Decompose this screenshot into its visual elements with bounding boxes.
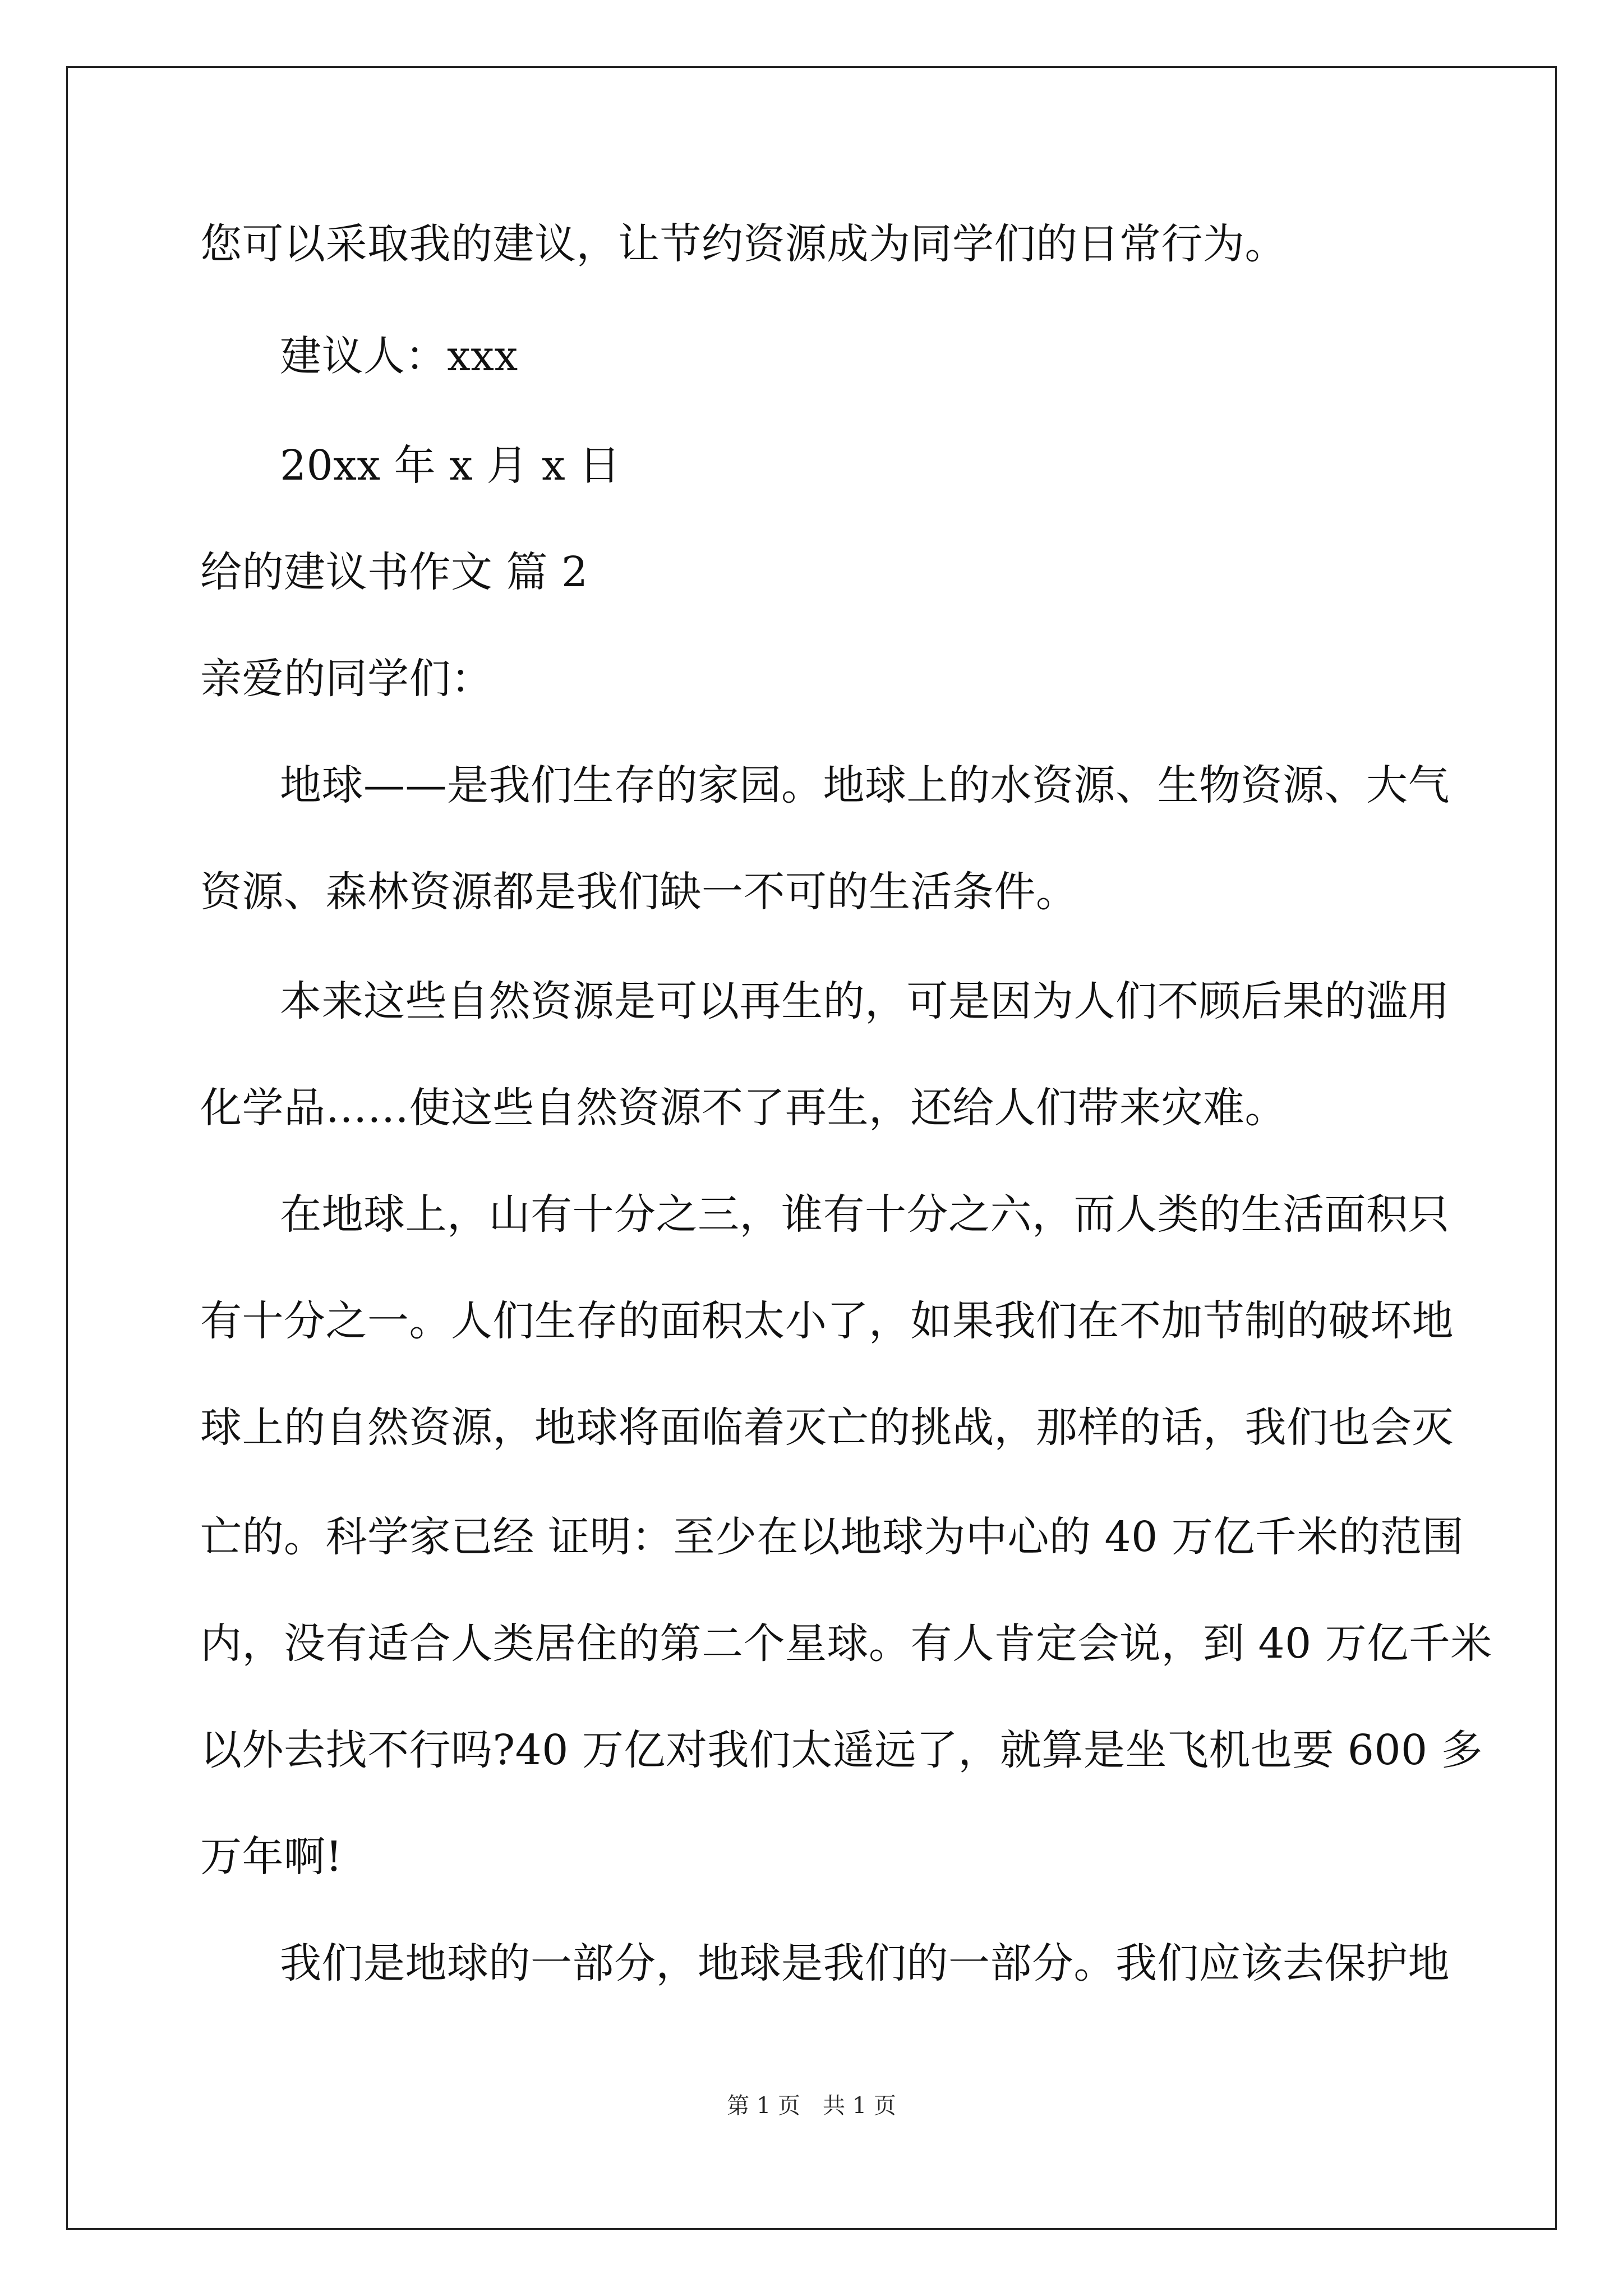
page-number: 第 1 页 [727, 2093, 800, 2119]
salutation: 亲爱的同学们： [200, 655, 493, 703]
text-line: 我们是地球的一部分，地球是我们的一部分。我们应该去保护地 [280, 1939, 1450, 1987]
date-line: 20xx 年 x 月 x 日 [280, 441, 621, 490]
page-border [66, 66, 1557, 2230]
signature-line: 建议人：xxx [280, 332, 518, 380]
text-line: 亡的。科学家已经 证明：至少在以地球为中心的 40 万亿千米的范围 [200, 1513, 1464, 1561]
page-total: 共 1 页 [823, 2093, 896, 2119]
text-line: 内，没有适合人类居住的第二个星球。有人肯定会说，到 40 万亿千米 [200, 1619, 1492, 1668]
text-line: 球上的自然资源，地球将面临着灭亡的挑战，那样的话，我们也会灭 [200, 1404, 1454, 1452]
page-footer [0, 2092, 1623, 2120]
text-line: 以外去找不行吗?40 万亿对我们太遥远了，就算是坐飞机也要 600 多 [200, 1726, 1483, 1774]
text-line: 资源、森林资源都是我们缺一不可的生活条件。 [200, 868, 1078, 916]
text-line: 地球——是我们生存的家园。地球上的水资源、生物资源、大气 [280, 761, 1450, 809]
section-heading: 给的建议书作文 篇 2 [200, 548, 588, 596]
text-line: 有十分之一。人们生存的面积太小了，如果我们在不加节制的破坏地 [200, 1297, 1454, 1345]
text-line: 在地球上，山有十分之三，谁有十分之六，而人类的生活面积只 [280, 1190, 1450, 1239]
text-line: 化学品……使这些自然资源不了再生，还给人们带来灾难。 [200, 1084, 1287, 1132]
text-line: 万年啊! [200, 1833, 343, 1881]
text-line: 您可以采取我的建议，让节约资源成为同学们的日常行为。 [200, 220, 1287, 268]
text-line: 本来这些自然资源是可以再生的，可是因为人们不顾后果的滥用 [280, 977, 1450, 1025]
